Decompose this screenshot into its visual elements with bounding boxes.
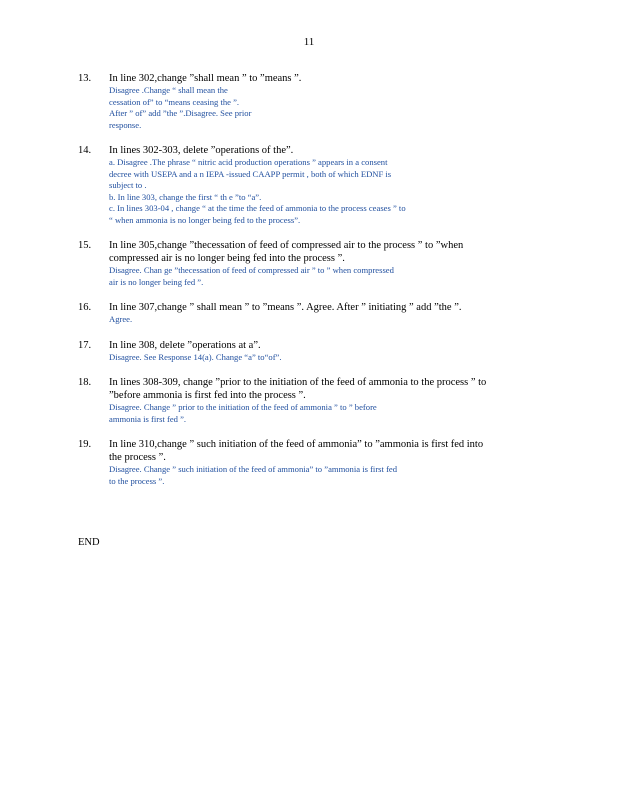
item-response-line: response. [109,119,142,130]
comment-item-19 [78,438,548,487]
item-response-line: Disagree. Change ” prior to the initiation of the feed of ammonia ” to ” before [109,402,377,412]
item-response-line: Disagree. See Response 14(a). Change “a” to“of”. [109,351,282,362]
item-number: 19. [78,439,92,450]
item-number: 17. [78,339,92,351]
item-response-line: to the process ”. [109,475,165,486]
item-response-line: subject to . [109,180,147,190]
end-marker: END [78,537,100,548]
item-statement: ”before ammonia is first fed into the process ”. [109,390,306,401]
comment-item-18 [78,376,548,425]
item-statement: In lines 308-309, change ”prior to the initiation of the feed of ammonia to the process ” to [109,377,487,388]
item-response-line: Disagree .Change “ shall mean the [109,85,228,95]
item-response-line: Agree. [109,314,133,324]
item-statement: In line 307,change ” shall mean ” to ”means ”. Agree. After ” initiating ” add ”the ”. [109,302,462,313]
item-response-line: c. In lines 303-04 , change “ at the time the feed of ammonia to the process ceases ” to [109,203,406,213]
comment-item-14 [78,144,548,226]
item-number: 13. [78,73,92,84]
item-number: 14. [78,145,92,156]
item-response-line: ammonia is first fed ”. [109,413,187,424]
item-response-line: “ when ammonia is no longer being fed to the process”. [109,214,301,225]
comment-list [78,72,548,500]
comment-item-17 [78,339,548,364]
item-statement: compressed air is no longer being fed into the process ”. [109,253,345,264]
item-response-line: cessation of” to “means ceasing the ”. [109,96,240,107]
item-response-line: After ” of” add ”the ”.Disagree. See prior [109,108,252,118]
item-response-line: b. In line 303, change the first “ th e ”to “a”. [109,191,262,202]
item-number: 18. [78,377,92,388]
item-statement: In line 305,change ”thecessation of feed of compressed air to the process ” to ”when [109,240,464,251]
comment-item-16 [78,301,548,326]
item-number: 16. [78,302,92,313]
item-statement: In line 310,change ” such initiation of the feed of ammonia” to ”ammonia is first fed into [109,439,484,450]
item-response-line: a. Disagree .The phrase “ nitric acid production operations ” appears in a consent [109,157,388,167]
item-statement: In line 302,change ”shall mean ” to ”means ”. [109,73,302,84]
item-response-line: Disagree. Chan ge ”thecessation of feed of compressed air ” to ” when compressed [109,265,394,275]
item-number: 15. [78,240,92,251]
item-response-line: air is no longer being fed ”. [109,276,204,287]
item-response-line: decree with USEPA and a n IEPA -issued CAAPP permit , both of which EDNF is [109,168,392,179]
item-response-line: Disagree. Change ” such initiation of the feed of ammonia” to ”ammonia is first fed [109,464,398,474]
item-statement: In lines 302-303, delete ”operations of the”. [109,145,294,156]
comment-item-15 [78,239,548,288]
page-number: 11 [303,36,315,48]
item-statement: In line 308, delete ”operations at a”. [109,339,261,351]
comment-item-13 [78,72,548,131]
item-statement: the process ”. [109,452,166,463]
